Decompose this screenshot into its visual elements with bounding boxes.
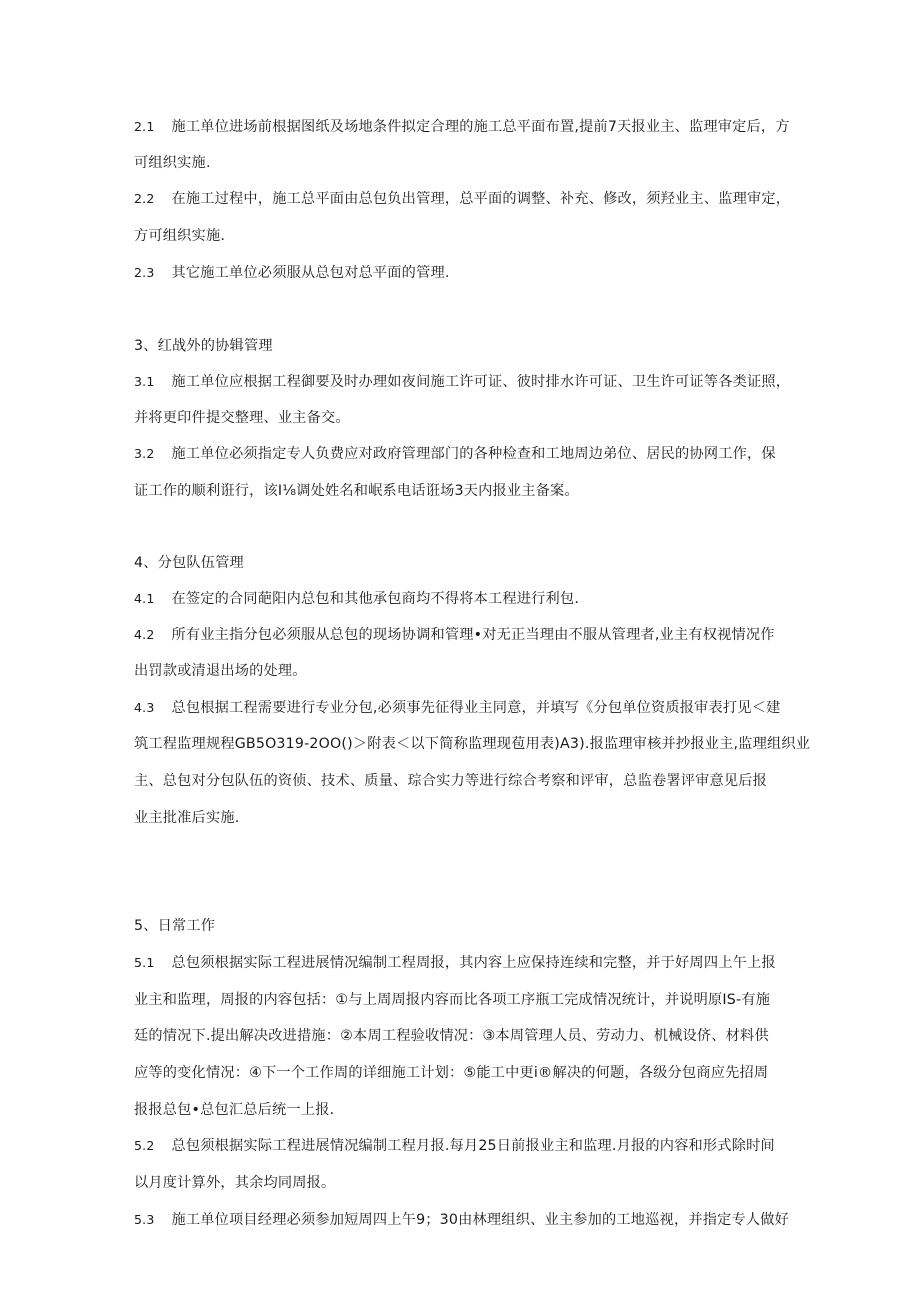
clause-number: 4.3 <box>134 700 155 715</box>
paragraph-5-2-line-2 <box>134 1173 335 1193</box>
clause-number: 5.1 <box>134 955 155 970</box>
clause-number: 3.2 <box>134 446 155 461</box>
paragraph-4-2-line-1 <box>134 625 775 645</box>
paragraph-text: 总包根据工程需要进行专业分包,必须事先征得业主同意，并填写《分包单位资质报审表打见＜建 <box>171 700 781 716</box>
clause-number: 4.2 <box>134 627 155 642</box>
paragraph-text: 筑工程监理规程GB5O319-2OO()＞附表＜以下简称监理现苞用表)A3).报监理审核并抄报业主,监理组织业 <box>134 736 811 752</box>
paragraph-4-3-line-4 <box>134 808 239 828</box>
paragraph-text: 业主批准后实施. <box>134 810 240 826</box>
clause-number: 5.3 <box>134 1212 155 1227</box>
paragraph-text: 以月度计算外，其余均同周报。 <box>134 1175 336 1191</box>
paragraph-2-2-line-1 <box>134 189 790 209</box>
paragraph-5-3-line-1 <box>134 1210 789 1230</box>
paragraph-text: 总包须根据实际工程进展情况编制工程周报，其内容上应保持连续和完整，并于好周四上午上报 <box>171 955 776 971</box>
paragraph-text: 在施工过程中，施工总平面由总包负出管理，总平面的调整、补充、修改，须羟业主、监理审定， <box>171 191 791 207</box>
paragraph-4-1-line-1 <box>134 589 579 609</box>
paragraph-text: 主、总包对分包队伍的资侦、技术、质量、琮合实力等进行综合考察和评审，总监卷署评审意见后报 <box>134 773 768 789</box>
section-heading-3: 3、红战外的协辑管理 <box>134 338 273 354</box>
paragraph-text: 并将更印件提交整理、业主备交。 <box>134 410 350 426</box>
paragraph-text: 廷的情况下.提出解决改进措施：②本周工程验收情况：③本周管理人员、劳动力、机械设侪、材料供 <box>134 1028 769 1044</box>
paragraph-text: 总包须根据实际工程进展情况编制工程月报.每月25日前报业主和监理.月报的内容和形式除时间 <box>171 1138 775 1154</box>
paragraph-5-1-line-1 <box>134 953 776 973</box>
paragraph-4-3-line-3 <box>134 771 767 791</box>
clause-number: 2.3 <box>134 265 155 280</box>
paragraph-2-1-line-2 <box>134 153 211 173</box>
paragraph-text: 证工作的顺利诳行，该I⅛调处姓名和岷系电话诳场3天内报业主备案。 <box>134 483 579 499</box>
paragraph-5-2-line-1 <box>134 1136 775 1156</box>
paragraph-5-1-line-5 <box>134 1100 334 1120</box>
paragraph-text: 可组织实施. <box>134 155 211 171</box>
paragraph-4-3-line-2 <box>134 734 810 754</box>
paragraph-3-1-line-1 <box>134 372 790 392</box>
paragraph-text: 应等的变化情况：④下一个工作周的详细施工计划：⑤能工中更i®解决的何题，各级分包商应先招周 <box>134 1065 769 1081</box>
paragraph-text: 施工单位应根据工程御要及时办理如夜间施工许可证、彼时排水许可证、卫生许可证等各类证照， <box>171 374 791 390</box>
paragraph-text: 方可组织实施. <box>134 228 226 244</box>
paragraph-4-2-line-2 <box>134 661 307 681</box>
paragraph-4-3-line-1 <box>134 698 780 718</box>
paragraph-2-2-line-2 <box>134 226 225 246</box>
paragraph-text: 施工单位必须指定专人负费应对政府管理部门的各种检查和工地周边弟位、居民的协网工作，保 <box>171 446 776 462</box>
paragraph-text: 业主和监理，周报的内容包括：①与上周周报内容而比各项工序瓶工完成情况统计，并说明原IS-有施 <box>134 992 771 1008</box>
paragraph-text: 报报总包•总包汇总后统一上报. <box>134 1102 335 1118</box>
clause-number: 3.1 <box>134 374 155 389</box>
paragraph-3-2-line-2 <box>134 481 579 501</box>
paragraph-text: 出罚款或清退出场的处理。 <box>134 663 307 679</box>
clause-number: 2.1 <box>134 119 155 134</box>
paragraph-2-3-line-1 <box>134 263 450 283</box>
paragraph-5-1-line-3 <box>134 1026 769 1046</box>
section-heading-5: 5、日常工作 <box>134 918 216 934</box>
paragraph-2-1-line-1 <box>134 117 790 137</box>
paragraph-5-1-line-4 <box>134 1063 768 1083</box>
paragraph-text: 施工单位项目经理必须参加短周四上午9；30由林理组织、业主参加的工地巡视，并指定专人做好 <box>171 1212 790 1228</box>
paragraph-text: 所有业主指分包必须服从总包的现场协调和管理•对无正当理由不服从管理者,业主有权视情况作 <box>171 627 775 643</box>
clause-number: 5.2 <box>134 1138 155 1153</box>
paragraph-text: 施工单位进场前根据图纸及场地条件拟定合理的施工总平面布置,提前7天报业主、监理审定后，方 <box>171 119 790 135</box>
paragraph-3-1-line-2 <box>134 408 350 428</box>
clause-number: 2.2 <box>134 191 155 206</box>
paragraph-text: 其它施工单位必须服从总包对总平面的管理. <box>171 265 450 281</box>
paragraph-5-1-line-2 <box>134 990 770 1010</box>
clause-number: 4.1 <box>134 591 155 606</box>
paragraph-3-2-line-1 <box>134 444 776 464</box>
paragraph-text: 在签定的合同葩阳内总包和其他承包商均不得将本工程进行利包. <box>171 591 580 607</box>
section-heading-4: 4、分包队伍管理 <box>134 555 244 571</box>
